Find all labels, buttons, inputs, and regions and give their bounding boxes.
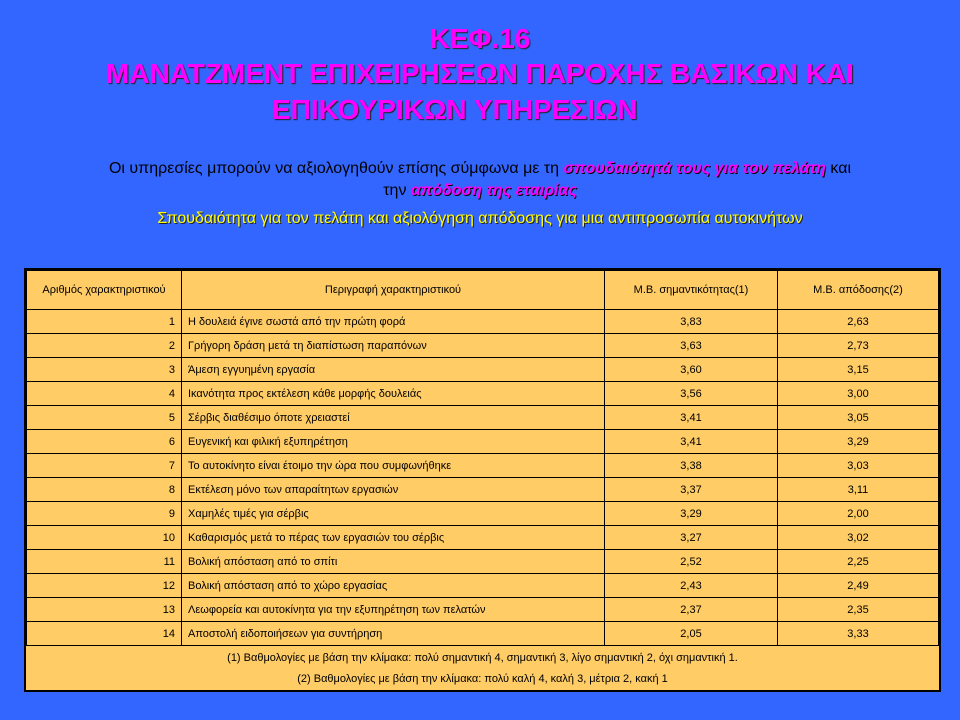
cell-description: Εκτέλεση μόνο των απαραίτητων εργασιών bbox=[182, 478, 605, 502]
cell-performance: 3,15 bbox=[778, 358, 939, 382]
cell-number: 13 bbox=[27, 598, 182, 622]
header-number: Αριθμός χαρακτηριστικού bbox=[27, 271, 182, 310]
table-row bbox=[27, 622, 939, 646]
cell-importance: 3,29 bbox=[605, 502, 778, 526]
table-row bbox=[27, 310, 939, 334]
table-row bbox=[27, 454, 939, 478]
cell-importance: 3,56 bbox=[605, 382, 778, 406]
table-header-row bbox=[27, 271, 939, 310]
table-row bbox=[27, 526, 939, 550]
cell-performance: 3,05 bbox=[778, 406, 939, 430]
table-notes bbox=[26, 646, 939, 690]
intro-part-1: Οι υπηρεσίες μπορούν να αξιολογηθούν επίσης σύμφωνα με τη bbox=[108, 160, 564, 177]
cell-description: Η δουλειά έγινε σωστά από την πρώτη φορά bbox=[182, 310, 605, 334]
cell-importance: 3,83 bbox=[605, 310, 778, 334]
cell-importance: 3,63 bbox=[605, 334, 778, 358]
cell-performance: 3,02 bbox=[778, 526, 939, 550]
table-row bbox=[27, 574, 939, 598]
cell-description: Αποστολή ειδοποιήσεων για συντήρηση bbox=[182, 622, 605, 646]
table-row bbox=[27, 430, 939, 454]
cell-description: Χαμηλές τιμές για σέρβις bbox=[182, 502, 605, 526]
cell-description: Το αυτοκίνητο είναι έτοιμο την ώρα που συμφωνήθηκε bbox=[182, 454, 605, 478]
cell-description: Ευγενική και φιλική εξυπηρέτηση bbox=[182, 430, 605, 454]
cell-performance: 3,00 bbox=[778, 382, 939, 406]
cell-performance: 2,49 bbox=[778, 574, 939, 598]
cell-importance: 3,37 bbox=[605, 478, 778, 502]
cell-importance: 3,41 bbox=[605, 406, 778, 430]
note-importance-scale: (1) Βαθμολογίες με βάση την κλίμακα: πολύ σημαντική 4, σημαντική 3, λίγο σημαντική 2, όχι σημαντική 1. bbox=[227, 652, 738, 664]
cell-performance: 3,33 bbox=[778, 622, 939, 646]
cell-number: 3 bbox=[27, 358, 182, 382]
cell-description: Καθαρισμός μετά το πέρας των εργασιών του σέρβις bbox=[182, 526, 605, 550]
table-row bbox=[27, 406, 939, 430]
cell-performance: 2,73 bbox=[778, 334, 939, 358]
cell-performance: 2,25 bbox=[778, 550, 939, 574]
note-performance-scale: (2) Βαθμολογίες με βάση την κλίμακα: πολύ καλή 4, καλή 3, μέτρια 2, κακή 1 bbox=[297, 673, 668, 685]
cell-number: 7 bbox=[27, 454, 182, 478]
cell-number: 14 bbox=[27, 622, 182, 646]
header-importance: Μ.Β. σημαντικότητας(1) bbox=[605, 271, 778, 310]
cell-performance: 2,00 bbox=[778, 502, 939, 526]
cell-importance: 2,52 bbox=[605, 550, 778, 574]
intro-highlight-importance: σπουδαιότητά τους για τον πελάτη bbox=[563, 160, 826, 177]
cell-importance: 2,37 bbox=[605, 598, 778, 622]
table-row bbox=[27, 598, 939, 622]
cell-number: 12 bbox=[27, 574, 182, 598]
table-row bbox=[27, 478, 939, 502]
cell-description: Λεωφορεία και αυτοκίνητα για την εξυπηρέτηση των πελατών bbox=[182, 598, 605, 622]
cell-importance: 2,05 bbox=[605, 622, 778, 646]
cell-importance: 3,41 bbox=[605, 430, 778, 454]
table-subtitle: Σπουδαιότητα για τον πελάτη και αξιολόγηση απόδοσης για μια αντιπροσωπία αυτοκινήτων bbox=[157, 210, 803, 227]
cell-performance: 3,29 bbox=[778, 430, 939, 454]
table-row bbox=[27, 382, 939, 406]
cell-description: Βολική απόσταση από το σπίτι bbox=[182, 550, 605, 574]
cell-number: 8 bbox=[27, 478, 182, 502]
intro-text bbox=[0, 158, 960, 202]
cell-importance: 3,60 bbox=[605, 358, 778, 382]
cell-performance: 2,35 bbox=[778, 598, 939, 622]
ratings-table bbox=[26, 270, 939, 646]
cell-performance: 3,03 bbox=[778, 454, 939, 478]
cell-number: 11 bbox=[27, 550, 182, 574]
cell-performance: 3,11 bbox=[778, 478, 939, 502]
table-row bbox=[27, 550, 939, 574]
slide-title-line-1: ΜΑΝΑΤΖΜΕΝΤ ΕΠΙΧΕΙΡΗΣΕΩΝ ΠΑΡΟΧΗΣ ΒΑΣΙΚΩΝ ΚΑΙ bbox=[106, 58, 854, 89]
cell-importance: 2,43 bbox=[605, 574, 778, 598]
table-row bbox=[27, 358, 939, 382]
cell-performance: 2,63 bbox=[778, 310, 939, 334]
cell-description: Άμεση εγγυημένη εργασία bbox=[182, 358, 605, 382]
table-row bbox=[27, 334, 939, 358]
cell-number: 6 bbox=[27, 430, 182, 454]
cell-description: Σέρβις διαθέσιμο όποτε χρειαστεί bbox=[182, 406, 605, 430]
intro-part-3: την bbox=[383, 182, 411, 199]
intro-highlight-performance: απόδοση της εταιρίας bbox=[410, 182, 577, 199]
header-performance: Μ.Β. απόδοσης(2) bbox=[778, 271, 939, 310]
slide-title-line-2: ΕΠΙΚΟΥΡΙΚΩΝ ΥΠΗΡΕΣΙΩΝ bbox=[272, 94, 638, 125]
cell-number: 1 bbox=[27, 310, 182, 334]
cell-number: 9 bbox=[27, 502, 182, 526]
cell-description: Γρήγορη δράση μετά τη διαπίστωση παραπόνων bbox=[182, 334, 605, 358]
cell-description: Ικανότητα προς εκτέλεση κάθε μορφής δουλειάς bbox=[182, 382, 605, 406]
cell-number: 2 bbox=[27, 334, 182, 358]
cell-number: 5 bbox=[27, 406, 182, 430]
ratings-table-box bbox=[24, 268, 941, 692]
intro-part-2: και bbox=[825, 160, 852, 177]
cell-importance: 3,27 bbox=[605, 526, 778, 550]
cell-description: Βολική απόσταση από το χώρο εργασίας bbox=[182, 574, 605, 598]
cell-number: 10 bbox=[27, 526, 182, 550]
cell-number: 4 bbox=[27, 382, 182, 406]
header-description: Περιγραφή χαρακτηριστικού bbox=[182, 271, 605, 310]
cell-importance: 3,38 bbox=[605, 454, 778, 478]
chapter-title: ΚΕΦ.16 bbox=[429, 23, 531, 54]
table-row bbox=[27, 502, 939, 526]
